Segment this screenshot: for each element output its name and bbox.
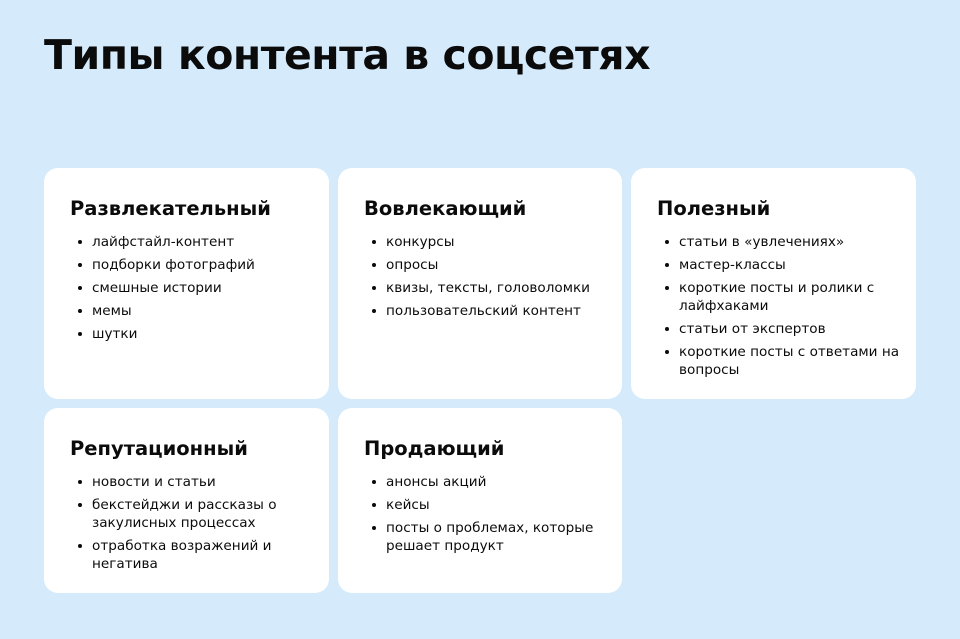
list-item: статьи в «увлечениях» <box>657 233 904 251</box>
card-item-list <box>657 233 904 379</box>
list-item: квизы, тексты, головоломки <box>364 279 610 297</box>
list-item: лайфстайл-контент <box>70 233 317 251</box>
list-item: опросы <box>364 256 610 274</box>
card-heading: Полезный <box>657 197 771 220</box>
card-heading: Вовлекающий <box>364 197 527 220</box>
list-item: мемы <box>70 302 317 320</box>
list-item: анонсы акций <box>364 473 610 491</box>
list-item: пользовательский контент <box>364 302 610 320</box>
list-item: кейсы <box>364 496 610 514</box>
list-item: короткие посты и ролики с лайфхаками <box>657 279 904 315</box>
card-heading: Продающий <box>364 437 505 460</box>
list-item: смешные истории <box>70 279 317 297</box>
content-type-card-selling <box>338 408 622 593</box>
card-heading: Репутационный <box>70 437 248 460</box>
card-heading: Развлекательный <box>70 197 271 220</box>
content-type-card-entertaining <box>44 168 329 399</box>
list-item: шутки <box>70 325 317 343</box>
card-item-list <box>70 233 317 343</box>
list-item: новости и статьи <box>70 473 317 491</box>
content-type-card-reputational <box>44 408 329 593</box>
content-type-card-useful <box>631 168 916 399</box>
list-item: посты о проблемах, которые решает продукт <box>364 519 610 555</box>
card-item-list <box>70 473 317 573</box>
card-item-list <box>364 473 610 555</box>
list-item: подборки фотографий <box>70 256 317 274</box>
list-item: бекстейджи и рассказы о закулисных процессах <box>70 496 317 532</box>
list-item: отработка возражений и негатива <box>70 537 317 573</box>
list-item: мастер-классы <box>657 256 904 274</box>
list-item: конкурсы <box>364 233 610 251</box>
content-type-card-engaging <box>338 168 622 399</box>
list-item: статьи от экспертов <box>657 320 904 338</box>
list-item: короткие посты с ответами на вопросы <box>657 343 904 379</box>
page-title: Типы контента в соцсетях <box>44 31 651 79</box>
card-item-list <box>364 233 610 320</box>
